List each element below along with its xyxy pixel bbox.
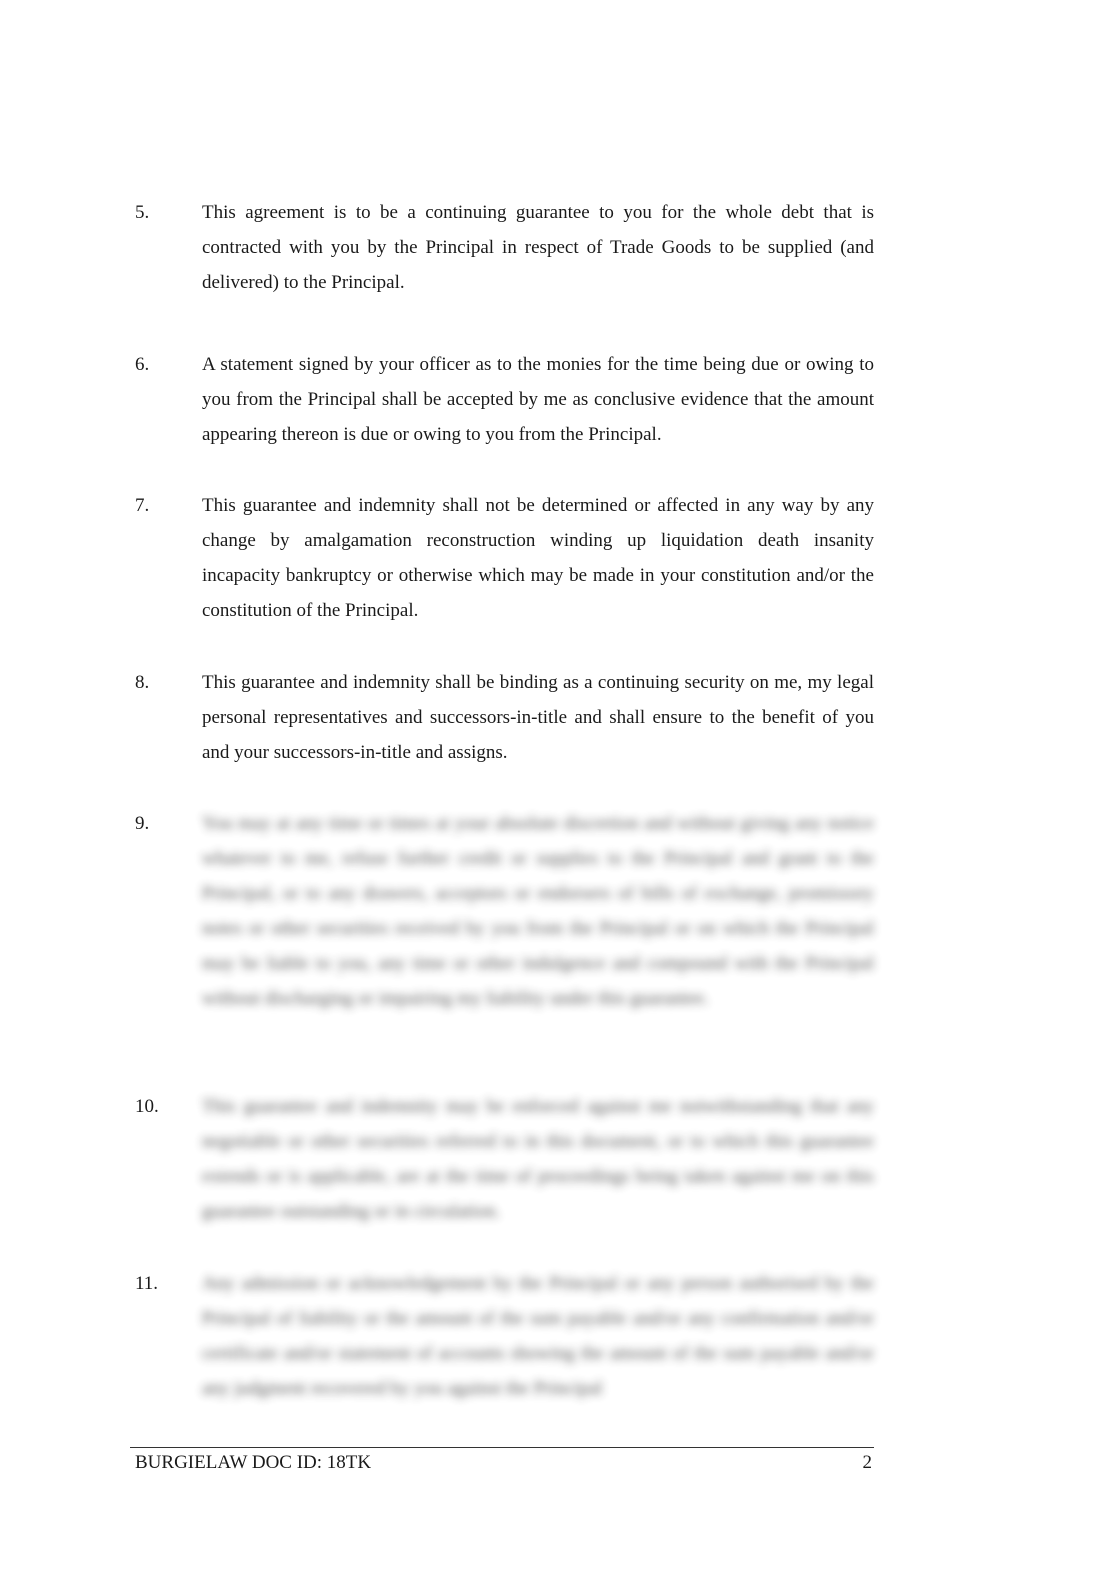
clause-number: 6. [135,354,150,375]
footer-doc-id: BURGIELAW DOC ID: 18TK [135,1452,372,1473]
clause-number: 8. [135,672,150,693]
page-number: 2 [862,1452,872,1473]
clause-number: 10. [135,1096,159,1117]
footer-divider [130,1447,874,1448]
clause-text: A statement signed by your officer as to the monies for the time being due or owing to you from the Principal shall be accepted by me as conclusive evidence that the amount appearing thereon is due or owing to you from the Principal. [202,354,874,445]
clause-text-blurred: This guarantee and indemnity may be enforced against me notwithstanding that any negotiable or other securities referred to in this document, or to which this guarantee extends or is applicable, are at the time of proceedings being taken against me on this guarantee outstanding or in circulation. [202,1096,874,1222]
clause-number: 11. [135,1273,159,1294]
clause-text: This guarantee and indemnity shall be binding as a continuing security on me, my legal personal representatives and successors-in-title and shall ensure to the benefit of you and your successors-in-title and assigns. [202,672,874,763]
clause-number: 7. [135,495,150,516]
clause-text: This guarantee and indemnity shall not be determined or affected in any way by any change by amalgamation reconstruction winding up liquidation death insanity incapacity bankruptcy or otherwise which may be made in your constitution and/or the constitution of the Principal. [202,495,874,621]
clause-text-blurred: You may at any time or times at your absolute discretion and without giving any notice whatever to me, refuse further credit or supplies to the Principal and grant to the Principal, or to any drawers, acceptors or endorsers of bills of exchange, promissory notes or other securities received by you from the Principal or on which the Principal may be liable to you, any time or other indulgence and compound with the Principal without discharging or impairing my liability under this guarantee. [202,813,874,1009]
clause-text-blurred: Any admission or acknowledgement by the Principal or any person authorised by the Principal of liability or the amount of the sum payable and/or any confirmation and/or certificate and/or statement of accounts showing the amount of the sum payable and/or any judgment recovered by you against the Principal [202,1273,874,1399]
clause-text: This agreement is to be a continuing guarantee to you for the whole debt that is contracted with you by the Principal in respect of Trade Goods to be supplied (and delivered) to the Principal. [202,202,874,293]
clause-number: 9. [135,813,150,834]
clause-number: 5. [135,202,150,223]
